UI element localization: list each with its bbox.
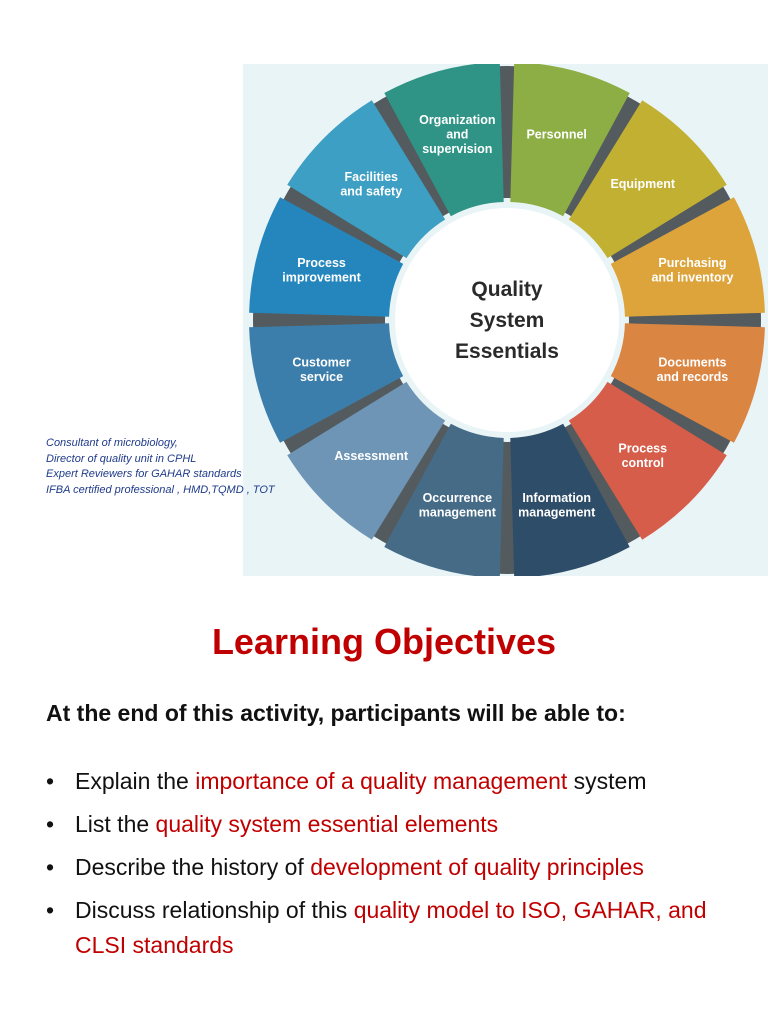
credit-line: Consultant of microbiology, <box>46 437 178 449</box>
credit-line: Expert Reviewers for GAHAR standards <box>46 468 242 480</box>
list-item: • Explain the importance of a quality management system <box>46 764 746 799</box>
credit-line: Director of quality unit in CPHL <box>46 452 197 465</box>
list-item: • Discuss relationship of this quality model to ISO, GAHAR, and CLSI standards <box>46 893 746 963</box>
credit-line: IFBA certified professional , HMD,TQMD , TOT <box>46 483 275 496</box>
segment-label-occurrence-management: Occurrence management <box>418 491 496 520</box>
quality-essentials-diagram <box>243 64 768 576</box>
segment-label-process-improvement: Process improvement <box>282 256 361 285</box>
author-credits <box>46 436 306 498</box>
segment-label-customer-service: Customer service <box>292 355 351 384</box>
intro-text: At the end of this activity, participants will be able to: <box>46 700 626 726</box>
segment-label-process-control: Process control <box>618 441 668 471</box>
segment-label-organization-and-supervision: Organization and supervision <box>419 113 496 157</box>
segment-label-purchasing-and-inventory: Purchasing and inventory <box>651 256 734 285</box>
list-item: • List the quality system essential elements <box>46 807 746 842</box>
quality-wheel <box>243 64 768 576</box>
segment-label-assessment: Assessment <box>334 448 409 463</box>
segment-label-equipment: Equipment <box>610 177 676 192</box>
page-title: Learning Objectives <box>211 621 557 662</box>
segment-label-information-management: Information management <box>518 491 596 520</box>
segment-label-documents-and-records: Documents and records <box>656 355 729 384</box>
list-item: • Describe the history of development of quality principles <box>46 850 746 885</box>
objectives-list <box>46 764 746 971</box>
segment-label-personnel: Personnel <box>526 127 587 142</box>
wheel-center-title: Quality System Essentials <box>455 278 559 363</box>
segment-label-facilities-and-safety: Facilities and safety <box>340 169 403 199</box>
